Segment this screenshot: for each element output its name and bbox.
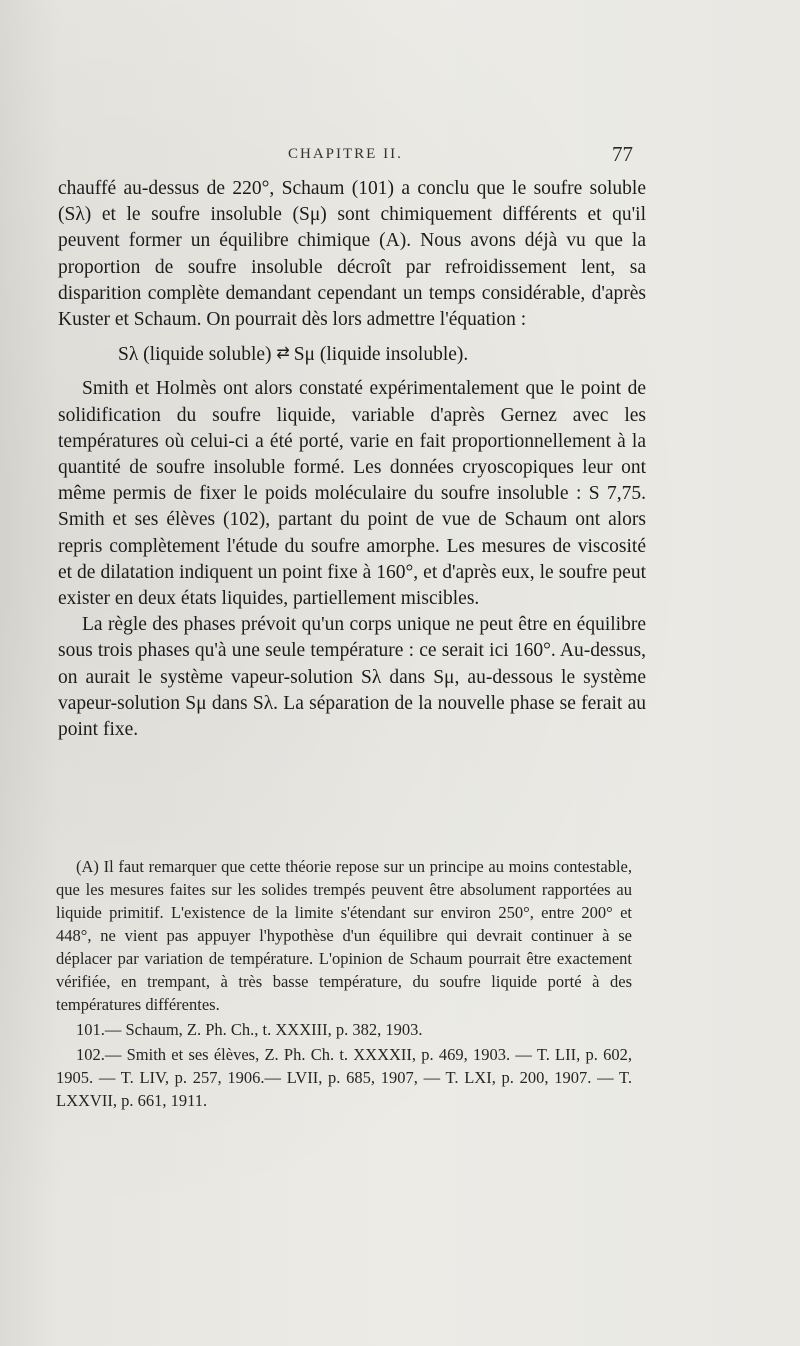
chapter-heading: CHAPITRE II. (288, 146, 403, 162)
equation-right: Sμ (liquide insoluble). (293, 344, 469, 366)
page-number: 77 (612, 142, 633, 166)
footnote-a: (A) Il faut remarquer que cette théorie repose sur un principe au moins contestable, que les mesures faites sur les solides trempés peuvent être absolument rapportées au liquide primitif. L'existence de la limite s'étendant sur environ 250°, entre 200° et 448°, ne vient pas appuyer l'hypothèse d'un équilibre qui devrait continuer à se déplacer par variation de température. L'opinion de Schaum pourrait être exactement vérifiée, en trempant, à très basse température, du soufre liquide porté à des températures différentes. (56, 857, 632, 1014)
equilibrium-arrow-icon: ⇄ (276, 345, 289, 363)
paragraph-3: La règle des phases prévoit qu'un corps unique ne peut être en équilibre sous trois phases qu'à une seule température : ce serait ici 160°. Au-dessus, on aurait le système vapeur-solution Sλ dans Sμ, au-dessous le système vapeur-solution Sμ dans Sλ. La séparation de la nouvelle phase se ferait au point fixe. (58, 614, 646, 741)
equation (118, 341, 646, 368)
paragraph-2: Smith et Holmès ont alors constaté expérimentalement que le point de solidification du soufre liquide, variable d'après Gernez avec les températures où celui-ci a été porté, varie en fait proportionnellement à la quantité de soufre insoluble formé. Les données cryoscopiques leur ont même permis de fixer le poids moléculaire du soufre insoluble : S 7,75. Smith et ses élèves (102), partant du point de vue de Schaum ont alors repris complètement l'étude du soufre amorphe. Les mesures de viscosité et de dilatation indiquent un point fixe à 160°, et d'après eux, le soufre peut exister en deux états liquides, partiellement miscibles. (58, 378, 646, 610)
equation-left: Sλ (liquide soluble) (118, 344, 272, 366)
reference-102: 102.— Smith et ses élèves, Z. Ph. Ch. t. XXXXII, p. 469, 1903. — T. LII, p. 602, 1905. — T. LIV, p. 257, 1906.— LVII, p. 685, 1907, — T. LXI, p. 200, 1907. — T. LXXVII, p. 661, 1911. (56, 1045, 632, 1110)
running-head (0, 142, 800, 172)
paragraph-1: chauffé au-dessus de 220°, Schaum (101) a conclu que le soufre soluble (Sλ) et le soufre insoluble (Sμ) sont chimiquement différents et qu'il peuvent former un équilibre chimique (A). Nous avons déjà vu que la proportion de soufre insoluble décroît par refroidissement lent, sa disparition complète demandant cependant un temps considérable, d'après Kuster et Schaum. On pourrait dès lors admettre l'équation : (58, 178, 646, 331)
footnotes (56, 855, 632, 1112)
reference-101: 101.— Schaum, Z. Ph. Ch., t. XXXIII, p. 382, 1903. (76, 1020, 423, 1039)
main-text (58, 176, 646, 743)
